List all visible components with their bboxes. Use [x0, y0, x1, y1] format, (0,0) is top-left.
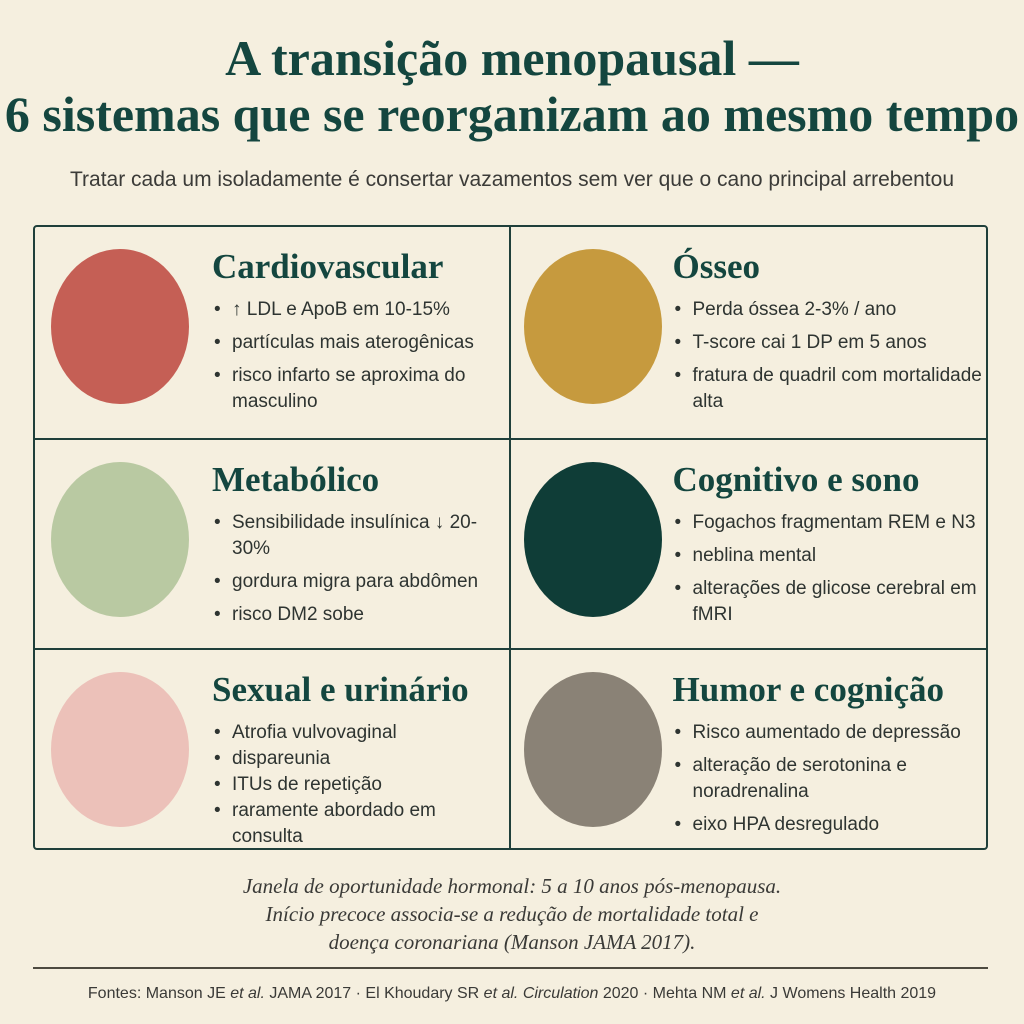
card-color-circle	[51, 249, 189, 404]
sources-line	[0, 985, 1024, 1003]
card-bullet-list	[673, 297, 987, 422]
systems-grid	[33, 225, 988, 850]
source-journal: J Womens Health 2019	[765, 985, 937, 1002]
bullet-item: • partículas mais aterogênicas	[212, 330, 509, 356]
bullet-item: • Atrofia vulvovaginal	[212, 720, 509, 746]
card-bullet-list	[673, 510, 987, 635]
bullet-item: • Sensibilidade insulínica ↓ 20-30%	[212, 510, 509, 562]
source-journal: Circulation	[522, 985, 599, 1002]
card-cognitivo-sono	[511, 440, 987, 650]
card-metabolico	[35, 440, 511, 650]
card-color-circle	[51, 672, 189, 827]
bullet-item: • eixo HPA desregulado	[673, 812, 987, 838]
subtitle: Tratar cada um isoladamente é consertar vazamentos sem ver que o cano principal arrebentou	[69, 168, 955, 191]
bullet-item: • gordura migra para abdômen	[212, 569, 509, 595]
source-author: Manson JE	[145, 985, 231, 1002]
card-title: Humor e cognição	[672, 670, 945, 709]
bullet-item: • dispareunia	[212, 746, 509, 772]
divider	[33, 967, 988, 969]
source-author: El Khoudary SR	[365, 985, 484, 1002]
bullet-item: • Risco aumentado de depressão	[673, 720, 987, 746]
bullet-item: • alteração de serotonina e noradrenalina	[673, 753, 987, 805]
card-color-circle	[524, 672, 662, 827]
footnote-line: Janela de oportunidade hormonal: 5 a 10 anos pós-menopausa.	[242, 874, 782, 898]
bullet-item: • T-score cai 1 DP em 5 anos	[673, 330, 987, 356]
footnote-line: doença coronariana (Manson JAMA 2017).	[328, 930, 696, 954]
bullet-item: • fratura de quadril com mortalidade alta	[673, 363, 987, 415]
card-bullet-list	[212, 297, 509, 422]
main-title	[0, 30, 1024, 142]
source-etal: et al.	[730, 985, 766, 1002]
bullet-item: • Fogachos fragmentam REM e N3	[673, 510, 987, 536]
source-year: 2020 ·	[598, 985, 653, 1002]
footnote-line: Início precoce associa-se a redução de mortalidade total e	[265, 902, 759, 926]
bullet-item: • ITUs de repetição	[212, 772, 509, 798]
card-title: Cognitivo e sono	[672, 460, 920, 499]
source-journal: JAMA 2017 ·	[264, 985, 366, 1002]
card-title: Metabólico	[212, 460, 380, 499]
bullet-item: • alterações de glicose cerebral em fMRI	[673, 576, 987, 628]
bullet-item: • neblina mental	[673, 543, 987, 569]
card-bullet-list	[212, 510, 509, 635]
card-color-circle	[524, 249, 662, 404]
source-author: Mehta NM	[652, 985, 731, 1002]
main-title-line2: 6 sistemas que se reorganizam ao mesmo tempo	[4, 86, 1020, 142]
card-osseo	[511, 227, 987, 440]
bullet-item: • ↑ LDL e ApoB em 10-15%	[212, 297, 509, 323]
main-title-line1: A transição menopausal —	[225, 30, 799, 86]
card-bullet-list	[673, 720, 987, 845]
bullet-item: • risco DM2 sobe	[212, 602, 509, 628]
card-sexual-urinario	[35, 650, 511, 848]
card-color-circle	[51, 462, 189, 617]
sources-prefix: Fontes:	[87, 985, 146, 1002]
bullet-item: • Perda óssea 2-3% / ano	[673, 297, 987, 323]
source-etal: et al.	[230, 985, 265, 1002]
card-title: Cardiovascular	[212, 247, 444, 286]
card-bullet-list	[212, 720, 509, 850]
card-title: Ósseo	[672, 247, 760, 286]
footnote-hormonal-window	[0, 872, 1024, 956]
card-cardiovascular	[35, 227, 511, 440]
source-etal: et al.	[483, 985, 519, 1002]
card-title: Sexual e urinário	[212, 670, 469, 709]
card-humor-cognicao	[511, 650, 987, 848]
card-color-circle	[524, 462, 662, 617]
bullet-item: • raramente abordado em consulta	[212, 798, 509, 850]
bullet-item: • risco infarto se aproxima do masculino	[212, 363, 509, 415]
